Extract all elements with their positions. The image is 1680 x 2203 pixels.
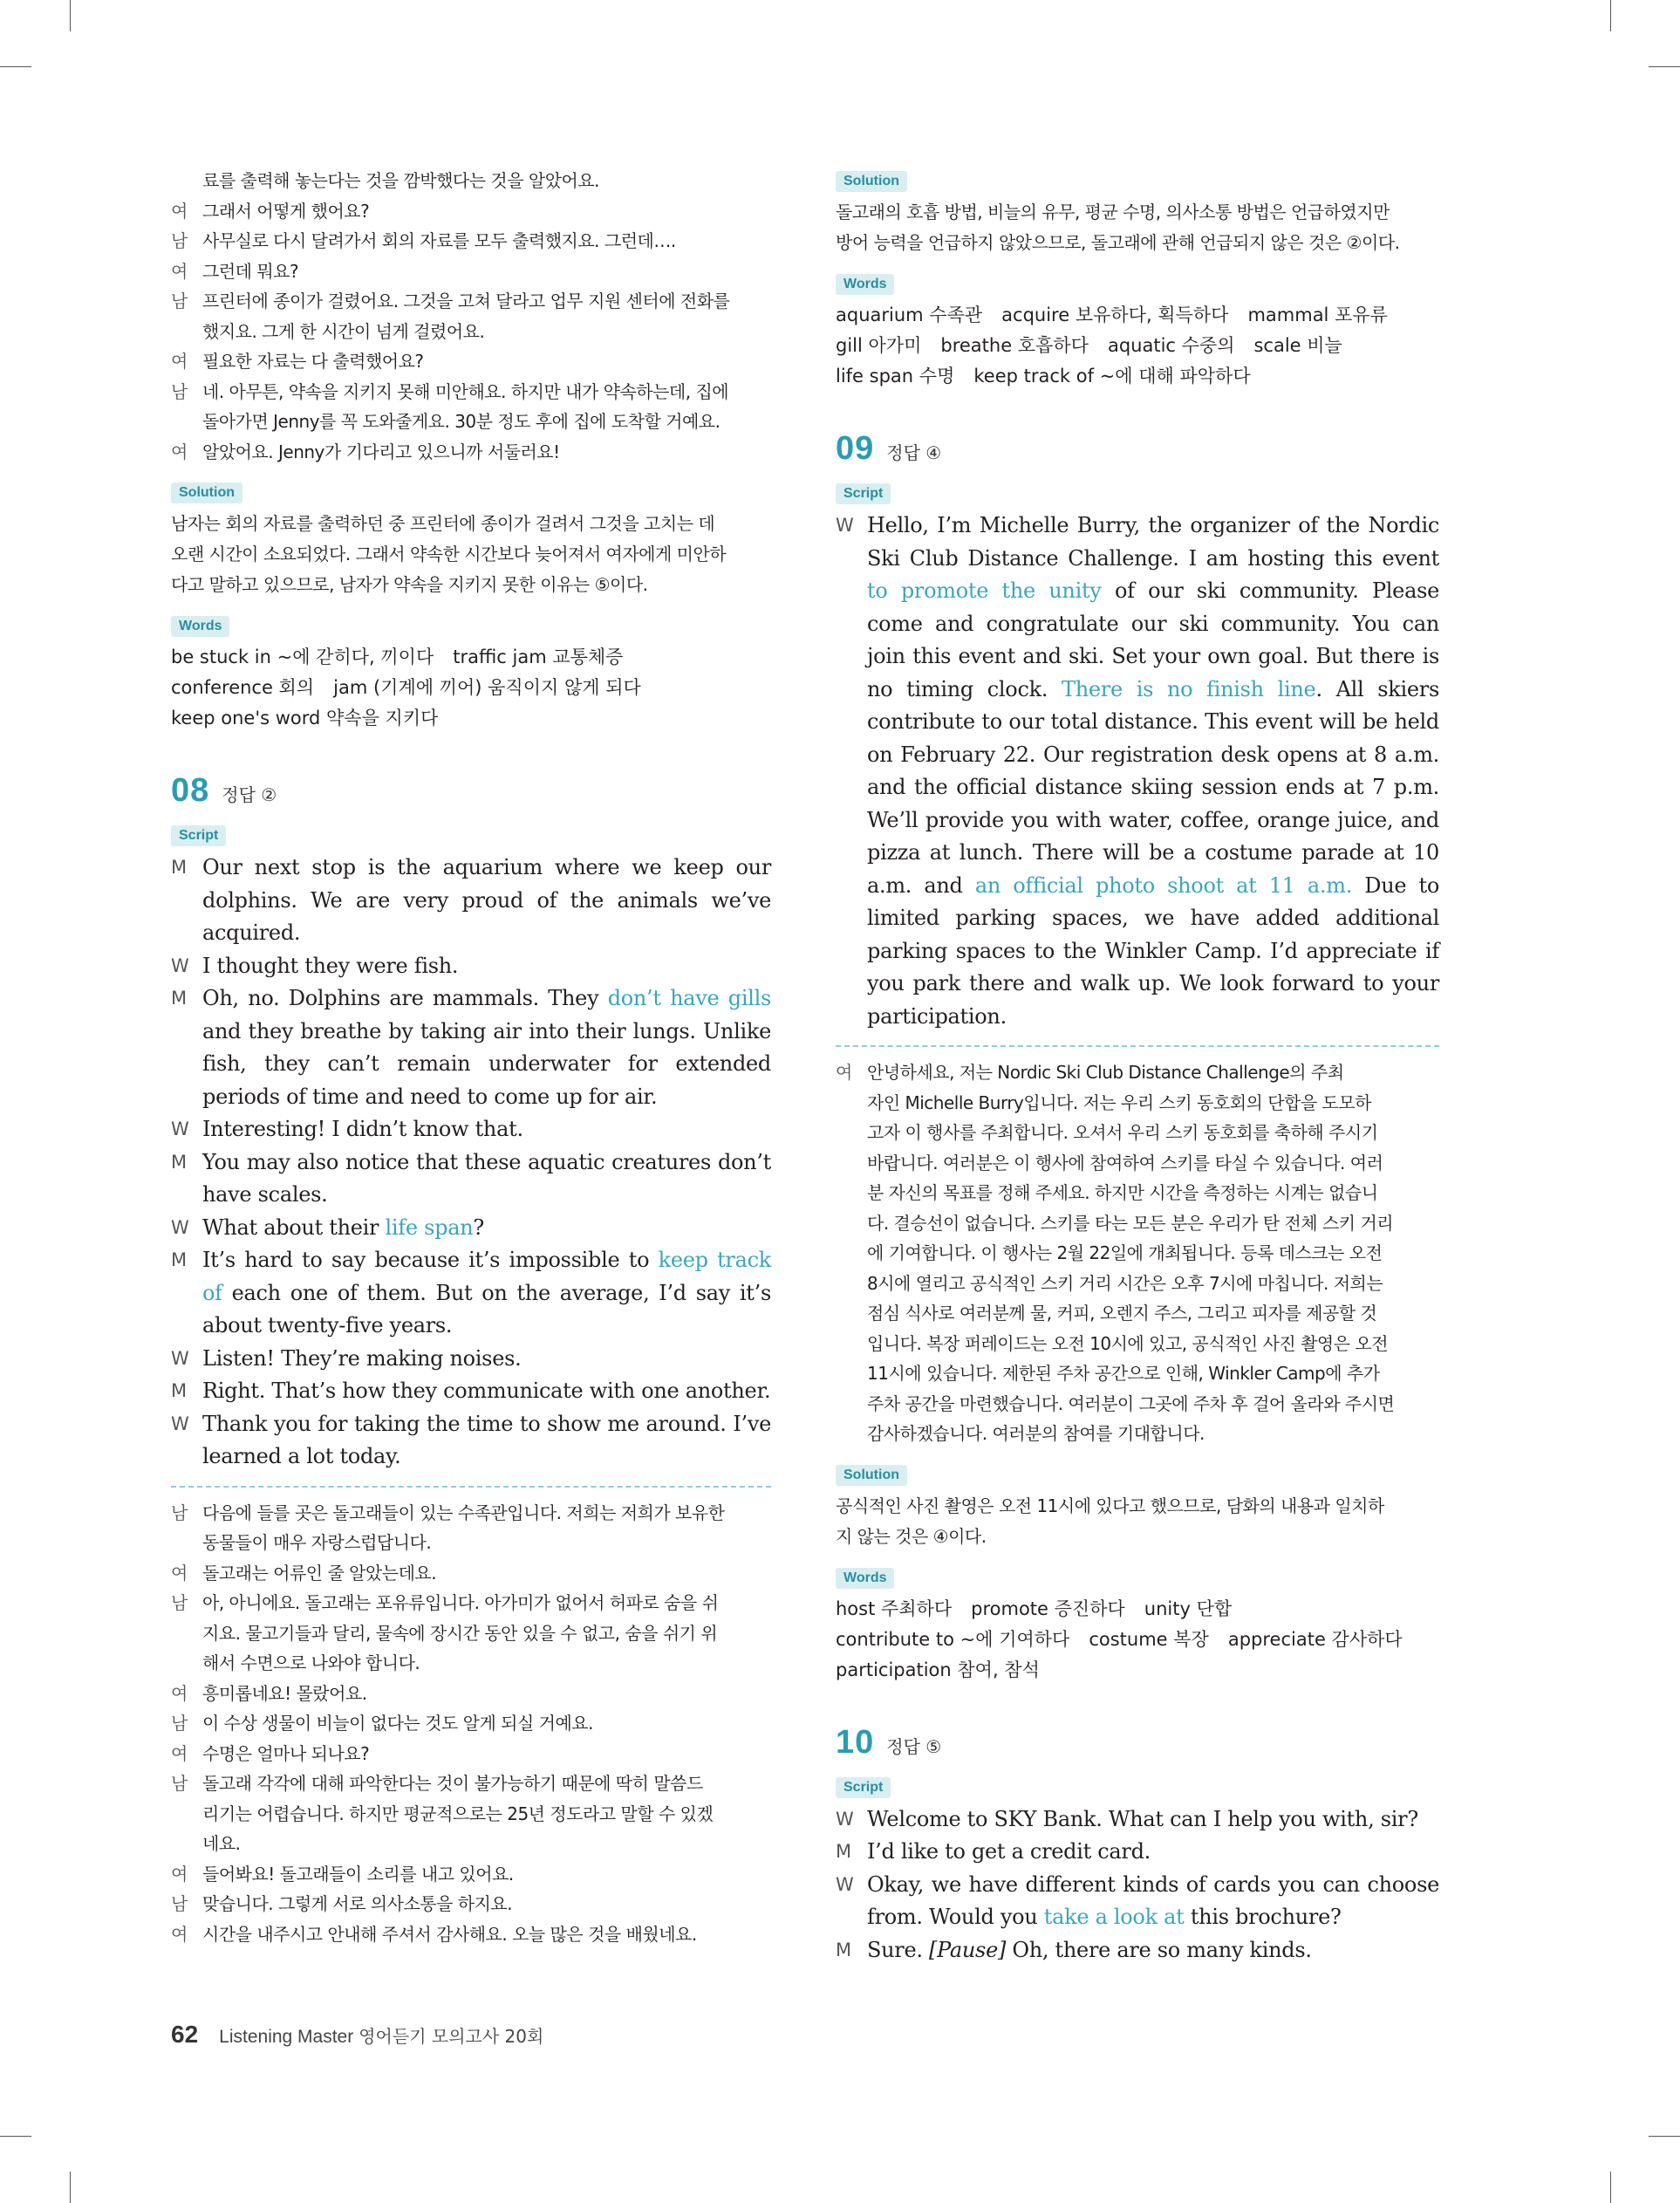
line-text: 수명은 얼마나 되나요? bbox=[202, 1742, 370, 1764]
speaker-label bbox=[171, 407, 202, 437]
text-run: . All skiers contribute to our total distance. This event will be held on February 22. Our registration desk opens at 8 a.m. and the official distance skiing session ends at 7 p.m. We’ll provide you with water, coffee, orange juice, and pizza at lunch. There will be a costume parade at 10 a.m. and bbox=[867, 676, 1439, 898]
dialog-line bbox=[171, 1588, 771, 1618]
script-label: Script bbox=[171, 825, 226, 846]
line-text: 고자 이 행사를 주최합니다. 오셔서 우리 스키 동호회를 축하해 주시기 bbox=[867, 1122, 1378, 1143]
line-text: 에 기여합니다. 이 행사는 2월 22일에 개최됩니다. 등록 데스크는 오전 bbox=[867, 1242, 1383, 1263]
text-run: Hello, I’m Michelle Burry, the organizer of the Nordic Ski Club Distance Challenge. I am hosting this event bbox=[867, 513, 1439, 571]
vocab-entry: costume 복장 bbox=[1089, 1628, 1209, 1650]
speaker-label: W bbox=[171, 1347, 189, 1369]
dialog-line bbox=[171, 407, 771, 437]
answer-label: 정답 ④ bbox=[886, 442, 942, 463]
dialog-line bbox=[836, 1269, 1439, 1299]
section-09-header bbox=[836, 430, 1439, 468]
line-text: 맞습니다. 그렇게 서로 의사소통을 하지요. bbox=[202, 1893, 513, 1914]
speaker-label: W bbox=[836, 1808, 854, 1830]
speaker-label: 남 bbox=[171, 230, 188, 251]
crop-mark-bottom-left bbox=[0, 2136, 31, 2137]
crop-mark-bottom-right-v bbox=[1610, 2172, 1611, 2203]
script-line bbox=[171, 950, 771, 983]
highlighted-phrase: keep track of bbox=[202, 1248, 771, 1305]
speaker-label: 남 bbox=[171, 291, 188, 311]
line-text bbox=[867, 1869, 1439, 1934]
text-run: Welcome to SKY Bank. What can I help you with, sir? bbox=[867, 1806, 1418, 1831]
words-row bbox=[836, 331, 1439, 361]
text-run: Oh, there are so many kinds. bbox=[1006, 1937, 1312, 1962]
text-run: Our next stop is the aquarium where we keep our dolphins. We are very proud of the animals we’ve acquired. bbox=[202, 855, 771, 945]
translation-08 bbox=[171, 1498, 771, 1950]
line-text: 그런데 뭐요? bbox=[202, 260, 299, 282]
highlighted-phrase: an official photo shoot at 11 a.m. bbox=[974, 872, 1353, 898]
line-text: 이 수상 생물이 비늘이 없다는 것도 알게 되실 거예요. bbox=[202, 1713, 593, 1734]
highlighted-phrase: take a look at bbox=[1043, 1905, 1185, 1929]
text-run: What about their bbox=[202, 1214, 386, 1240]
text-run: You may also notice that these aquatic creatures don’t have scales. bbox=[202, 1149, 771, 1207]
dialog-line bbox=[171, 286, 771, 317]
speaker-label: W bbox=[836, 1873, 854, 1895]
dialog-line bbox=[836, 1419, 1439, 1449]
words-row bbox=[171, 673, 771, 703]
line-text: 자인 Michelle Burry입니다. 저는 우리 스키 동호회의 단합을 도모하 bbox=[867, 1091, 1371, 1113]
solution-09 bbox=[836, 1491, 1439, 1552]
script-line bbox=[171, 1113, 771, 1146]
speaker-label bbox=[171, 317, 202, 347]
words-label: Words bbox=[836, 1568, 894, 1589]
text-run: Thank you for taking the time to show me around. I’ve learned a lot today. bbox=[202, 1411, 771, 1468]
line-text bbox=[202, 1212, 771, 1245]
crop-mark-bottom-right bbox=[1649, 2136, 1680, 2137]
line-text: 동물들이 매우 자랑스럽답니다. bbox=[202, 1532, 432, 1553]
dialog-line bbox=[171, 257, 771, 287]
crop-mark-top-right-v bbox=[1610, 0, 1611, 31]
crop-mark-bottom-left-v bbox=[70, 2172, 71, 2203]
text-run: Oh, no. Dolphins are mammals. They bbox=[202, 986, 608, 1010]
highlighted-phrase: life span bbox=[385, 1214, 474, 1240]
speaker-label: 남 bbox=[171, 1592, 188, 1613]
speaker-label: 여 bbox=[171, 1863, 188, 1885]
words-label: Words bbox=[836, 274, 894, 295]
speaker-label: M bbox=[171, 1151, 187, 1173]
vocab-entry: appreciate 감사하다 bbox=[1227, 1628, 1403, 1650]
crop-mark-top-left bbox=[0, 66, 31, 67]
words-row bbox=[836, 361, 1439, 392]
speaker-label: M bbox=[171, 1380, 187, 1401]
dialog-line bbox=[171, 1799, 771, 1830]
dialog-line bbox=[171, 1829, 771, 1859]
dialog-line bbox=[171, 346, 771, 377]
vocab-entry: host 주최하다 bbox=[836, 1598, 953, 1619]
line-text: 분 자신의 목표를 정해 주세요. 하지만 시간을 측정하는 시계는 없습니 bbox=[867, 1182, 1378, 1203]
text-run: Right. That’s how they communicate with one another. bbox=[202, 1379, 771, 1403]
dialog-line bbox=[171, 226, 771, 257]
words-row bbox=[171, 703, 771, 734]
speaker-label bbox=[171, 1648, 202, 1679]
line-text: 점심 식사로 여러분께 물, 커피, 오렌지 주스, 그리고 피자를 제공할 것 bbox=[867, 1303, 1377, 1324]
text-line: 방어 능력을 언급하지 않았으므로, 돌고래에 관해 언급되지 않은 것은 ②이다. bbox=[836, 232, 1400, 253]
line-text bbox=[867, 1803, 1439, 1837]
words-row bbox=[836, 1625, 1439, 1655]
dialog-line bbox=[171, 317, 771, 347]
text-run: Okay, we have different kinds of cards you can choose from. Would you bbox=[867, 1871, 1439, 1929]
text-run: Due to limited parking spaces, we have added additional parking spaces to the Winkler Camp. I’d appreciate if you park there and walk up. We look forward to your participation. bbox=[867, 872, 1440, 1029]
dialog-line bbox=[171, 1498, 771, 1529]
question-number: 08 bbox=[171, 772, 210, 809]
words-07 bbox=[171, 642, 771, 734]
dialog-line bbox=[171, 1708, 771, 1739]
line-text: 흥미롭네요! 몰랐어요. bbox=[202, 1682, 367, 1704]
line-text: 네요. bbox=[202, 1833, 241, 1854]
speaker-label: W bbox=[171, 954, 189, 976]
speaker-label bbox=[836, 1208, 867, 1239]
script-line bbox=[836, 1869, 1439, 1934]
speaker-label: W bbox=[171, 1413, 189, 1434]
speaker-label: 여 bbox=[171, 1742, 188, 1764]
translation-09 bbox=[836, 1057, 1439, 1449]
crop-mark-top-left-v bbox=[70, 0, 71, 31]
dialog-line bbox=[171, 166, 771, 196]
text-run: Sure. bbox=[867, 1937, 930, 1962]
vocab-entry: life span 수명 bbox=[836, 366, 955, 387]
line-text: 다. 결승선이 없습니다. 스키를 타는 모든 분은 우리가 탄 전체 스키 거리 bbox=[867, 1212, 1394, 1234]
words-08 bbox=[836, 300, 1439, 392]
words-row bbox=[836, 1594, 1439, 1625]
speaker-label bbox=[836, 1269, 867, 1299]
dialog-line bbox=[836, 1389, 1439, 1420]
answer-label: 정답 ⑤ bbox=[886, 1735, 942, 1757]
section-10-header bbox=[836, 1724, 1439, 1762]
line-text: 입니다. 복장 퍼레이드는 오전 10시에 있고, 공식적인 사진 촬영은 오전 bbox=[867, 1332, 1389, 1354]
speaker-label: M bbox=[836, 1939, 851, 1960]
script-label: Script bbox=[836, 483, 891, 504]
text-run: and they breathe by taking air into their lungs. Unlike fish, they can’t remain underwater for extended periods of time and need to come up for air. bbox=[202, 1018, 771, 1109]
dialog-line bbox=[836, 1148, 1439, 1179]
speaker-label: M bbox=[171, 1249, 187, 1270]
speaker-label bbox=[836, 1118, 867, 1148]
speaker-label: M bbox=[171, 857, 187, 878]
line-text bbox=[202, 950, 771, 983]
dialog-line bbox=[836, 1298, 1439, 1329]
line-text bbox=[202, 1146, 771, 1212]
speaker-label bbox=[836, 1148, 867, 1179]
dialog-line bbox=[171, 1679, 771, 1709]
answer-label: 정답 ② bbox=[222, 784, 277, 805]
highlighted-phrase: to promote the unity bbox=[867, 578, 1102, 603]
question-number: 10 bbox=[836, 1723, 875, 1761]
dialog-07-korean bbox=[171, 166, 771, 467]
line-text: 다음에 들를 곳은 돌고래들이 있는 수족관입니다. 저희는 저희가 보유한 bbox=[202, 1502, 725, 1523]
speaker-label: 남 bbox=[171, 1773, 188, 1794]
script-line bbox=[171, 1408, 771, 1474]
script-09 bbox=[836, 510, 1439, 1033]
speaker-label: 여 bbox=[171, 351, 188, 372]
words-row bbox=[836, 300, 1439, 331]
line-text: 안녕하세요, 저는 Nordic Ski Club Distance Challenge의 주최 bbox=[867, 1062, 1344, 1083]
left-column bbox=[171, 166, 771, 1949]
speaker-label: 남 bbox=[171, 1713, 188, 1734]
text-line: 다고 말하고 있으므로, 남자가 약속을 지키지 못한 이유는 ⑤이다. bbox=[171, 574, 648, 595]
dialog-line bbox=[836, 1118, 1439, 1148]
vocab-entry: breathe 호흡하다 bbox=[940, 335, 1089, 356]
speaker-label: 여 bbox=[171, 260, 188, 282]
text-run: I thought they were fish. bbox=[202, 953, 459, 978]
vocab-entry: keep track of ~에 대해 파악하다 bbox=[973, 366, 1251, 387]
line-text bbox=[202, 1244, 771, 1343]
dialog-line bbox=[836, 1208, 1439, 1239]
line-text bbox=[867, 1836, 1439, 1869]
speaker-label: 남 bbox=[171, 1893, 188, 1914]
dialog-line bbox=[836, 1358, 1439, 1389]
book-title: Listening Master bbox=[219, 2027, 354, 2047]
words-label: Words bbox=[171, 616, 229, 637]
script-line bbox=[836, 1836, 1439, 1869]
speaker-label: 남 bbox=[171, 380, 188, 402]
vocab-entry: be stuck in ~에 갇히다, 끼이다 bbox=[171, 647, 434, 667]
vocab-entry: participation 참여, 참석 bbox=[836, 1659, 1040, 1680]
vocab-entry: promote 증진하다 bbox=[971, 1598, 1125, 1619]
line-text: 주차 공간을 마련했습니다. 여러분이 그곳에 주차 후 걸어 올라와 주시면 bbox=[867, 1392, 1395, 1414]
line-text bbox=[202, 982, 771, 1113]
script-10 bbox=[836, 1803, 1439, 1967]
speaker-label bbox=[836, 1419, 867, 1449]
line-text: 리기는 어렵습니다. 하지만 평균적으로는 25년 정도라고 말할 수 있겠 bbox=[202, 1803, 714, 1824]
script-line bbox=[171, 982, 771, 1113]
vocab-entry: gill 아가미 bbox=[836, 335, 922, 356]
line-text: 8시에 열리고 공식적인 스키 거리 시간은 오후 7시에 마칩니다. 저희는 bbox=[867, 1272, 1383, 1294]
dialog-line bbox=[171, 1919, 771, 1950]
speaker-label: W bbox=[836, 515, 854, 536]
line-text bbox=[202, 1375, 771, 1408]
words-09 bbox=[836, 1594, 1439, 1686]
words-row bbox=[171, 642, 771, 673]
highlighted-phrase: There is no finish line bbox=[1062, 676, 1316, 701]
solution-label: Solution bbox=[836, 1465, 907, 1486]
line-text bbox=[202, 1408, 771, 1474]
text-run: each one of them. But on the average, I’d say it’s about twenty-five years. bbox=[202, 1280, 771, 1338]
question-number: 09 bbox=[836, 430, 875, 467]
speaker-label: M bbox=[171, 988, 187, 1009]
dialog-line bbox=[836, 1329, 1439, 1359]
line-text: 프린터에 종이가 걸렸어요. 그것을 고쳐 달라고 업무 지원 센터에 전화를 bbox=[202, 291, 730, 311]
line-text: 들어봐요! 돌고래들이 소리를 내고 있어요. bbox=[202, 1863, 514, 1885]
solution-label: Solution bbox=[171, 482, 242, 503]
line-text: 지요. 물고기들과 달리, 물속에 장시간 동안 있을 수 없고, 숨을 쉬기 위 bbox=[202, 1622, 718, 1644]
line-text: 아, 아니에요. 돌고래는 포유류입니다. 아가미가 없어서 허파로 숨을 쉬 bbox=[202, 1592, 719, 1613]
text-run: of our ski community. Please come and congratulate our ski community. You can join this event and ski. Set your own goal. But there is no timing clock. bbox=[867, 578, 1440, 701]
crop-mark-top-right bbox=[1649, 66, 1680, 67]
speaker-label: 여 bbox=[171, 1682, 188, 1704]
dialog-line bbox=[171, 196, 771, 227]
speaker-label: 여 bbox=[171, 200, 188, 222]
speaker-label: 여 bbox=[171, 1923, 188, 1945]
page-number: 62 bbox=[171, 2021, 199, 2048]
script-line bbox=[171, 1212, 771, 1245]
speaker-label bbox=[836, 1298, 867, 1329]
line-text: 바랍니다. 여러분은 이 행사에 참여하여 스키를 타실 수 있습니다. 여러 bbox=[867, 1152, 1383, 1173]
words-row bbox=[836, 1655, 1439, 1686]
script-line bbox=[836, 510, 1439, 1033]
solution-08 bbox=[836, 197, 1439, 258]
script-line bbox=[171, 852, 771, 950]
line-text: 돌고래는 어류인 줄 알았는데요. bbox=[202, 1562, 437, 1584]
speaker-label bbox=[836, 1358, 867, 1389]
speaker-label: 여 bbox=[171, 441, 188, 462]
script-line bbox=[836, 1803, 1439, 1837]
text-run: Listen! They’re making noises. bbox=[202, 1345, 522, 1371]
line-text: 알았어요. Jenny가 기다리고 있으니까 서둘러요! bbox=[202, 441, 560, 462]
speaker-label bbox=[171, 1829, 202, 1859]
text-run: ? bbox=[473, 1214, 484, 1240]
speaker-label: W bbox=[171, 1119, 189, 1139]
line-text: 돌아가면 Jenny를 꼭 도와줄게요. 30분 정도 후에 집에 도착할 거예요. bbox=[202, 411, 720, 432]
script-08 bbox=[171, 852, 771, 1474]
speaker-label: 여 bbox=[171, 1562, 188, 1584]
text-run: [Pause] bbox=[929, 1937, 1007, 1962]
script-line bbox=[171, 1375, 771, 1408]
script-line bbox=[836, 1934, 1439, 1967]
line-text bbox=[202, 1343, 771, 1376]
line-text bbox=[202, 852, 771, 950]
right-column bbox=[836, 171, 1439, 1967]
dialog-line bbox=[171, 1859, 771, 1890]
vocab-entry: traffic jam 교통체증 bbox=[453, 647, 624, 667]
speaker-label: 남 bbox=[171, 1502, 188, 1523]
line-text bbox=[202, 1113, 771, 1146]
text-run: this brochure? bbox=[1184, 1905, 1342, 1929]
line-text: 시간을 내주시고 안내해 주셔서 감사해요. 오늘 많은 것을 배웠네요. bbox=[202, 1923, 697, 1945]
speaker-label bbox=[836, 1389, 867, 1420]
vocab-entry: acquire 보유하다, 획득하다 bbox=[1001, 304, 1229, 325]
speaker-label bbox=[171, 166, 202, 196]
dialog-line bbox=[836, 1178, 1439, 1208]
line-text: 해서 수면으로 나와야 합니다. bbox=[202, 1652, 420, 1673]
dashed-divider bbox=[171, 1486, 771, 1488]
dialog-line bbox=[171, 1558, 771, 1589]
vocab-entry: unity 단합 bbox=[1144, 1598, 1233, 1619]
page-footer bbox=[171, 2021, 543, 2049]
vocab-entry: scale 비늘 bbox=[1253, 335, 1342, 356]
script-label: Script bbox=[836, 1777, 891, 1798]
dialog-line bbox=[171, 1648, 771, 1679]
vocab-entry: conference 회의 bbox=[171, 677, 315, 698]
text-line: 지 않는 것은 ④이다. bbox=[836, 1525, 987, 1547]
line-text bbox=[867, 510, 1439, 1033]
line-text: 사무실로 다시 달려가서 회의 자료를 모두 출력했지요. 그런데…. bbox=[202, 230, 676, 251]
line-text: 감사하겠습니다. 여러분의 참여를 기대합니다. bbox=[867, 1423, 1205, 1444]
dialog-line bbox=[836, 1057, 1439, 1088]
section-08-header bbox=[171, 772, 771, 810]
speaker-label bbox=[171, 1618, 202, 1649]
line-text: 네. 아무튼, 약속을 지키지 못해 미안해요. 하지만 내가 약속하는데, 집에 bbox=[202, 380, 729, 402]
line-text: 료를 출력해 놓는다는 것을 깜박했다는 것을 알았어요. bbox=[202, 170, 600, 191]
text-run: It’s hard to say because it’s impossible to bbox=[202, 1248, 659, 1272]
dialog-line bbox=[171, 1769, 771, 1799]
line-text: 했지요. 그게 한 시간이 넘게 걸렸어요. bbox=[202, 320, 485, 342]
dialog-line bbox=[171, 1889, 771, 1919]
line-text bbox=[867, 1934, 1439, 1967]
vocab-entry: contribute to ~에 기여하다 bbox=[836, 1628, 1070, 1650]
book-subtitle: 영어듣기 모의고사 20회 bbox=[359, 2026, 544, 2047]
script-line bbox=[171, 1146, 771, 1212]
text-run: Interesting! I didn’t know that. bbox=[202, 1117, 523, 1141]
line-text: 돌고래 각각에 대해 파악한다는 것이 불가능하기 때문에 딱히 말씀드 bbox=[202, 1773, 703, 1794]
speaker-label: M bbox=[836, 1841, 851, 1862]
text-run: I’d like to get a credit card. bbox=[867, 1839, 1151, 1864]
vocab-entry: jam (기계에 끼어) 움직이지 않게 되다 bbox=[333, 677, 641, 698]
vocab-entry: aquarium 수족관 bbox=[836, 304, 983, 325]
text-line: 돌고래의 호흡 방법, 비늘의 유무, 평균 수명, 의사소통 방법은 언급하였지만 bbox=[836, 202, 1390, 222]
dialog-line bbox=[171, 437, 771, 468]
vocab-entry: aquatic 수중의 bbox=[1107, 335, 1235, 356]
dialog-line bbox=[836, 1238, 1439, 1269]
line-text: 필요한 자료는 다 출력했어요? bbox=[202, 351, 424, 372]
dashed-divider bbox=[836, 1045, 1439, 1047]
solution-label: Solution bbox=[836, 171, 907, 192]
script-line bbox=[171, 1343, 771, 1376]
text-line: 남자는 회의 자료를 출력하던 중 프린터에 종이가 걸려서 그것을 고치는 데 bbox=[171, 513, 715, 534]
speaker-label bbox=[171, 1799, 202, 1830]
speaker-label bbox=[171, 1528, 202, 1558]
speaker-label bbox=[836, 1238, 867, 1269]
dialog-line bbox=[171, 1618, 771, 1649]
dialog-line bbox=[171, 1739, 771, 1769]
text-line: 공식적인 사진 촬영은 오전 11시에 있다고 했으므로, 담화의 내용과 일치하 bbox=[836, 1495, 1384, 1516]
dialog-line bbox=[171, 1528, 771, 1558]
script-line bbox=[171, 1244, 771, 1343]
dialog-line bbox=[836, 1088, 1439, 1119]
dialog-line bbox=[171, 377, 771, 407]
speaker-label bbox=[836, 1088, 867, 1119]
line-text: 그래서 어떻게 했어요? bbox=[202, 200, 370, 222]
speaker-label bbox=[836, 1329, 867, 1359]
line-text: 11시에 있습니다. 제한된 주차 공간으로 인해, Winkler Camp에 추가 bbox=[867, 1363, 1380, 1384]
speaker-label: 여 bbox=[836, 1062, 852, 1083]
vocab-entry: mammal 포유류 bbox=[1247, 304, 1388, 325]
speaker-label: W bbox=[171, 1216, 189, 1238]
highlighted-phrase: don’t have gills bbox=[607, 986, 771, 1010]
solution-07 bbox=[171, 509, 771, 600]
vocab-entry: keep one's word 약속을 지키다 bbox=[171, 708, 439, 729]
text-line: 오랜 시간이 소요되었다. 그래서 약속한 시간보다 늦어져서 여자에게 미안하 bbox=[171, 544, 727, 564]
speaker-label bbox=[836, 1178, 867, 1208]
